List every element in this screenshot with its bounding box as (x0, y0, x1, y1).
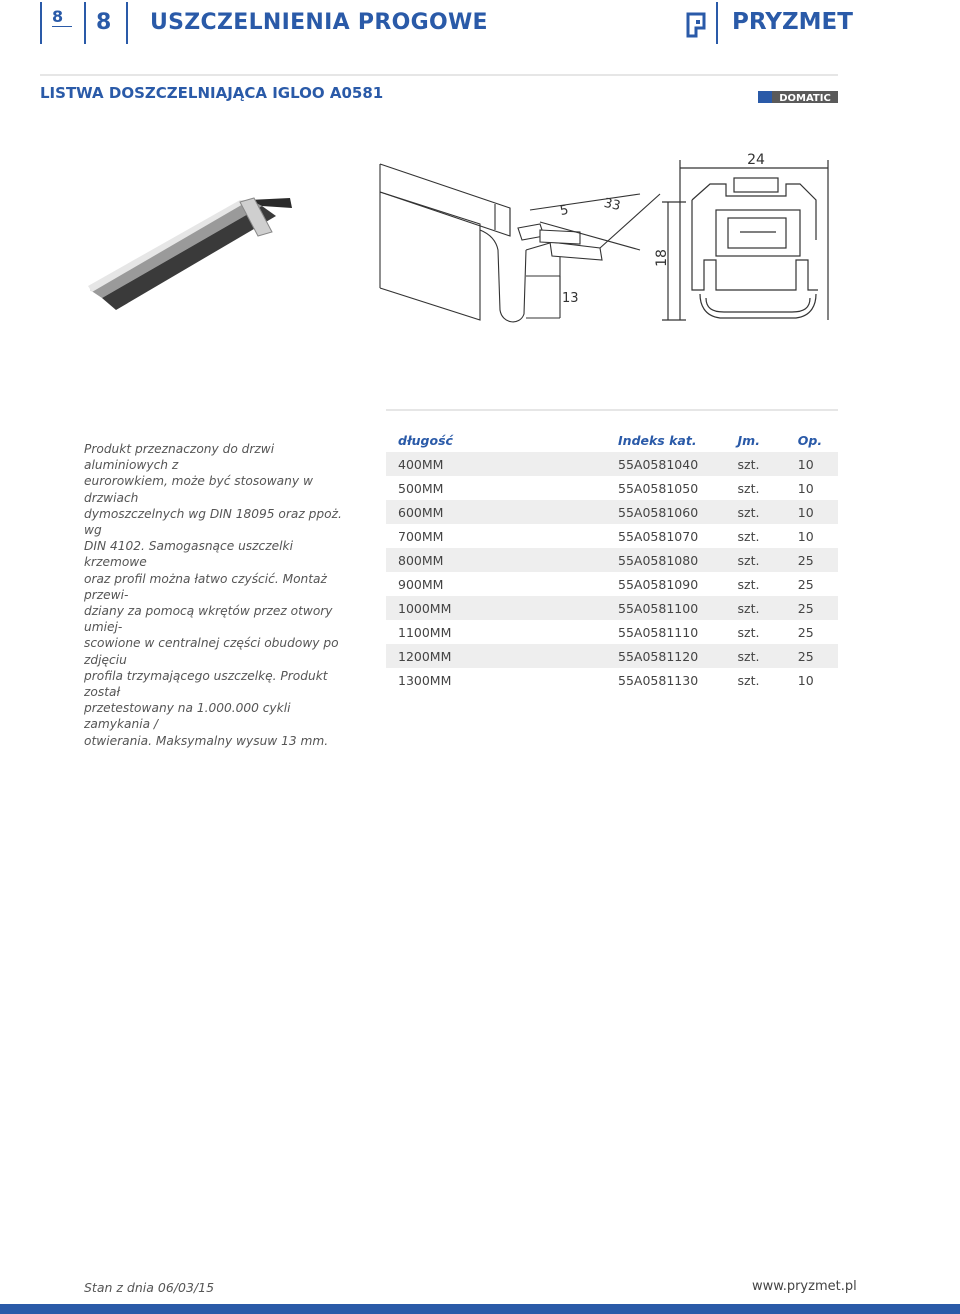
cell-index: 55A0581130 (618, 672, 699, 688)
brand-name: PRYZMET (732, 9, 853, 35)
domatic-logo (758, 88, 838, 106)
description-line: otwierania. Maksymalny wysuw 13 mm. (84, 733, 329, 748)
brand-divider (716, 2, 718, 44)
header-package: Op. (797, 432, 823, 448)
page-number: 8 (52, 8, 72, 27)
cell-index: 55A0581080 (618, 548, 738, 572)
cell-index: 55A0581040 (618, 452, 738, 476)
description-line: Produkt przeznaczony do drzwi aluminiowych z (84, 442, 275, 473)
cell-package: 25 (797, 624, 814, 640)
description-line: przetestowany na 1.000.000 cykli zamykania / (84, 701, 291, 732)
cell-length: 600MM (386, 500, 618, 524)
table-row (386, 596, 838, 620)
cell-length: 800MM (386, 548, 618, 572)
cell-index: 55A0581120 (618, 644, 738, 668)
table-row (386, 644, 838, 668)
dimension-18: 18 (654, 249, 670, 267)
cell-unit: szt. (738, 500, 798, 524)
product-description (84, 441, 346, 749)
bottom-bar (0, 1304, 960, 1314)
table-row (386, 476, 838, 500)
dimension-5: 5 (558, 202, 570, 220)
cell-unit: szt. (737, 624, 760, 640)
cell-length: 1200MM (386, 644, 618, 668)
table-row (386, 668, 838, 692)
cell-unit: szt. (738, 644, 798, 668)
description-line: scowione w centralnej części obudowy po zdjęciu (84, 636, 339, 667)
cell-package: 25 (798, 548, 838, 572)
cell-package: 10 (797, 672, 814, 688)
cell-package: 25 (797, 576, 814, 592)
header-divider-mid (84, 2, 86, 44)
cell-package: 10 (797, 480, 814, 496)
cell-length: 900MM (398, 576, 444, 592)
pryzmet-logo-icon (686, 10, 710, 38)
table-row (386, 548, 838, 572)
cell-unit: szt. (737, 480, 760, 496)
cell-unit: szt. (738, 452, 798, 476)
cross-section-profile (662, 160, 828, 320)
table-header-row (386, 428, 838, 452)
cell-unit: szt. (737, 672, 760, 688)
cell-length: 1000MM (386, 596, 618, 620)
table-row (386, 452, 838, 476)
header-divider-left (40, 2, 42, 44)
cell-index: 55A0581110 (618, 624, 699, 640)
website-link[interactable]: www.pryzmet.pl (752, 1279, 857, 1294)
description-line: oraz profil można łatwo czyścić. Montaż przewi- (84, 571, 327, 602)
product-drawing (40, 140, 840, 400)
header-rule (40, 74, 838, 76)
product-photo (88, 198, 292, 310)
cell-unit: szt. (737, 576, 760, 592)
table-row (386, 572, 838, 596)
cell-length: 1300MM (398, 672, 452, 688)
cell-index: 55A0581050 (618, 480, 699, 496)
description-line: dymoszczelnych wg DIN 18095 oraz ppoż. wg (84, 506, 342, 538)
cell-length: 500MM (398, 480, 444, 496)
cell-unit: szt. (737, 528, 760, 544)
cell-index: 55A0581060 (618, 500, 738, 524)
dimension-24: 24 (747, 152, 765, 168)
cell-length: 1100MM (398, 624, 452, 640)
header-unit: Jm. (737, 432, 760, 448)
header-divider-title (126, 2, 128, 44)
cell-index: 55A0581100 (618, 596, 738, 620)
cell-package: 25 (798, 644, 838, 668)
chapter-number: 8 (96, 10, 112, 35)
cell-package: 10 (797, 528, 814, 544)
cell-package: 10 (798, 452, 838, 476)
cell-length: 700MM (398, 528, 444, 544)
spec-table (386, 428, 838, 692)
cell-length: 400MM (386, 452, 618, 476)
header-index: Indeks kat. (618, 432, 697, 448)
description-line: DIN 4102. Samogasnące uszczelki krzemowe (84, 539, 293, 570)
cell-index: 55A0581070 (618, 528, 699, 544)
cell-unit: szt. (738, 548, 798, 572)
table-row (386, 500, 838, 524)
table-row (386, 620, 838, 644)
dimension-13: 13 (562, 291, 579, 306)
dimension-33: 33 (602, 195, 622, 215)
cell-unit: szt. (738, 596, 798, 620)
header-length: długość (398, 432, 453, 448)
footer-date: Stan z dnia 06/03/15 (84, 1280, 215, 1295)
description-line: profila trzymającego uszczelkę. Produkt został (84, 668, 328, 700)
cell-index: 55A0581090 (618, 576, 699, 592)
chapter-title: USZCZELNIENIA PROGOWE (150, 10, 488, 35)
cell-package: 10 (798, 500, 838, 524)
description-line: eurorowkiem, może być stosowany w drzwiach (84, 474, 313, 505)
description-line: dziany za pomocą wkrętów przez otwory umiej- (84, 604, 333, 635)
isometric-section (380, 164, 660, 322)
product-title: LISTWA DOSZCZELNIAJĄCA IGLOO A0581 (40, 84, 384, 102)
table-top-rule (386, 409, 838, 411)
table-row (386, 524, 838, 548)
svg-text:DOMATIC: DOMATIC (779, 93, 831, 104)
cell-package: 25 (798, 596, 838, 620)
